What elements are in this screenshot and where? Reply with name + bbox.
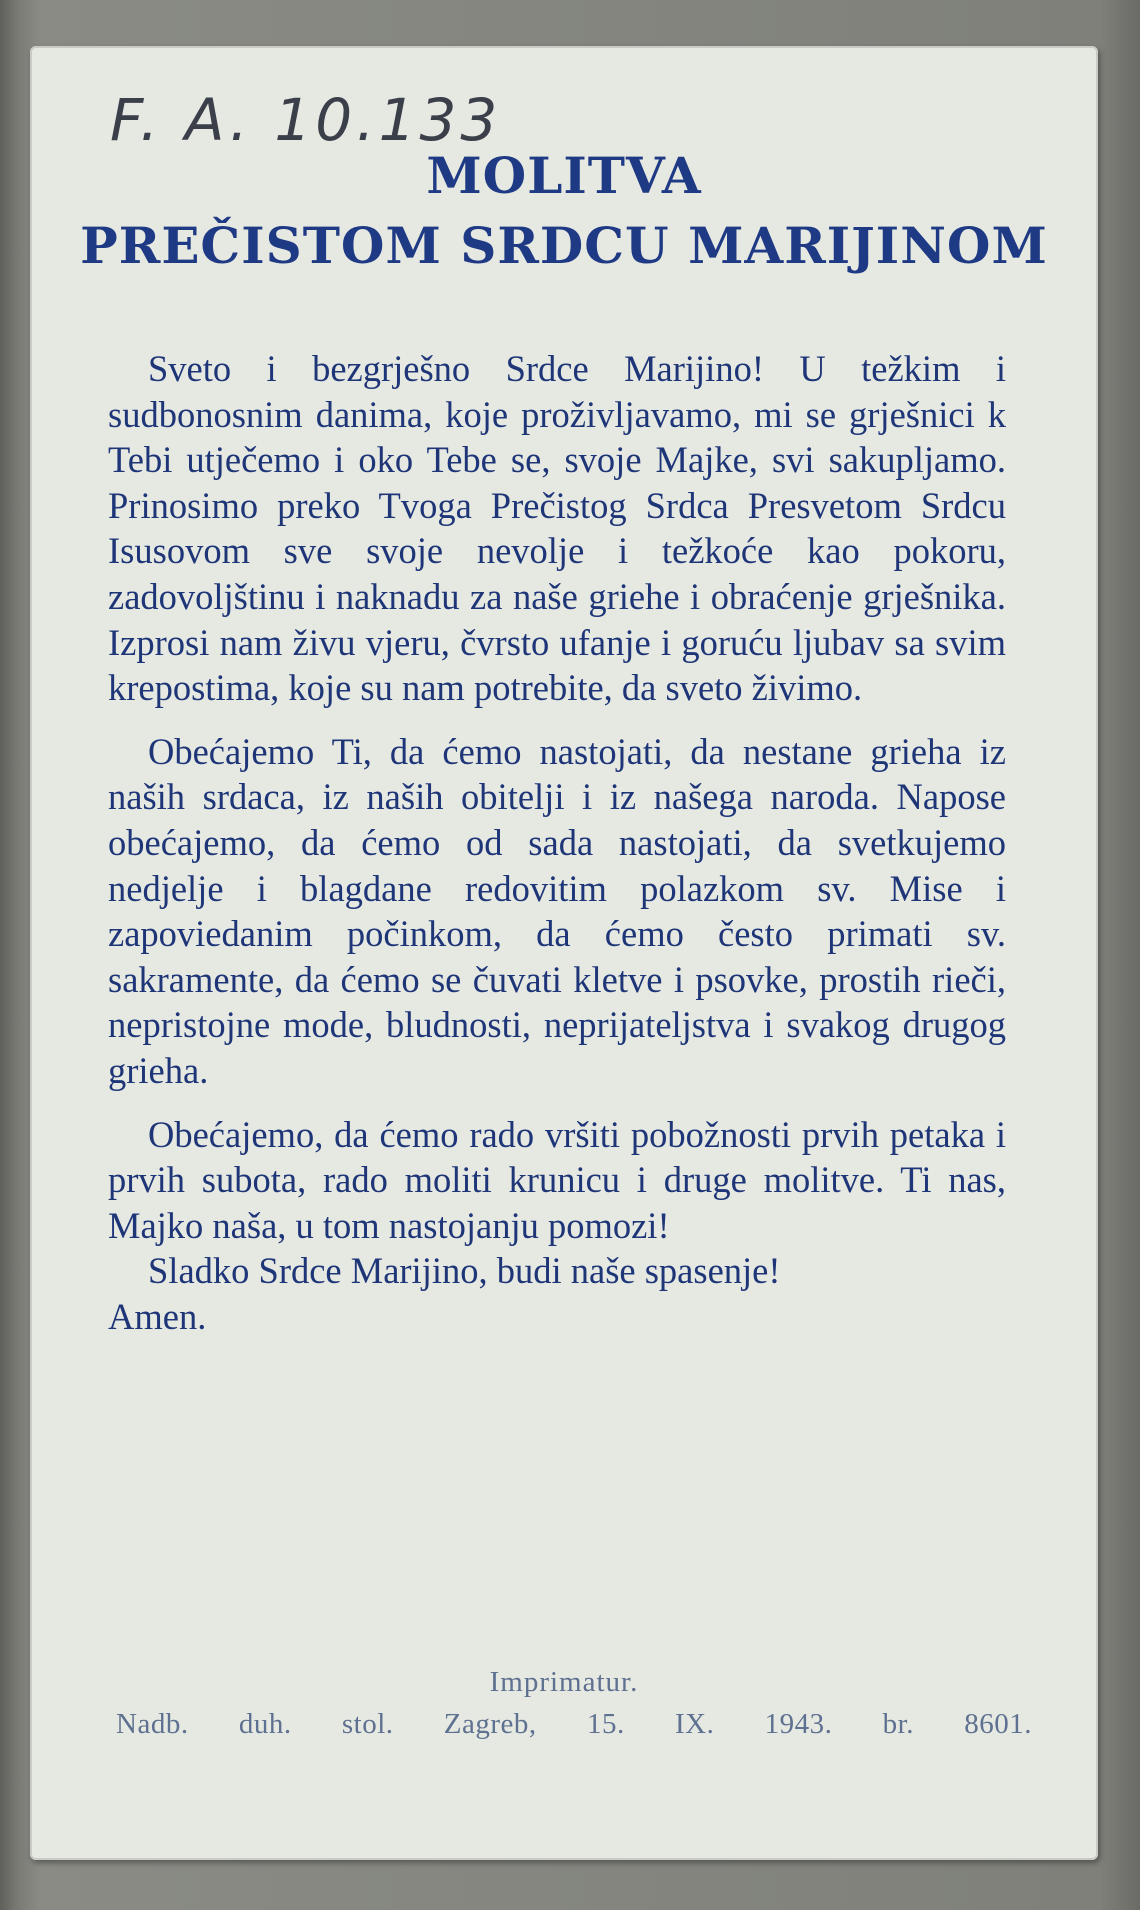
title-line-1: MOLITVA xyxy=(426,146,702,205)
paragraph-2: Obećajemo Ti, da ćemo nastojati, da nestane grieha iz naših srdaca, iz naših obitelji i iz našega naroda. Napose obećajemo, da ćemo od sada nastojati, da svetkujemo nedjelje i blagdane redovitim polazkom sv. Mise i zapoviedanim počinkom, da ćemo često primati sv. sakramente, da ćemo se čuvati kletve i psovke, prostih rieči, nepristojne mode, bludnosti, neprijateljstva i svakog drugog grieha. xyxy=(108,730,1006,1091)
amen-line: Amen. xyxy=(108,1295,207,1337)
imprimatur-details: Nadb. duh. stol. Zagreb, 15. IX. 1943. br. 8601. xyxy=(116,1708,1032,1740)
paragraph-3: Obećajemo, da ćemo rado vršiti pobožnosti prvih petaka i prvih subota, rado moliti krunicu i druge molitve. Ti nas, Majko naša, u tom nastojanju pomozi! xyxy=(108,1113,1006,1246)
handwritten-note: F. A. 10.133 xyxy=(110,86,502,154)
prayer-body xyxy=(108,346,1006,1339)
closing-line: Sladko Srdce Marijino, budi naše spasenje! xyxy=(148,1250,781,1292)
imprimatur-label: Imprimatur. xyxy=(489,1666,639,1698)
paragraph-1: Sveto i bezgrješno Srdce Marijino! U težkim i sudbonosnim danima, koje proživljavamo, mi se grješnici k Tebi utječemo i oko Tebe se, svoje Majke, svi sakupljamo. Prinosimo preko Tvoga Prečistog Srdca Presvetom Srdcu Isusovom sve svoje nevolje i težkoće kao pokoru, zadovoljštinu i naknadu za naše griehe i obraćenje grješnika. Izprosi nam živu vjeru, čvrsto ufanje i goruću ljubav sa svim krepostima, koje su nam potrebite, da sveto živimo. xyxy=(108,348,1006,709)
title-line-2: PREČISTOM SRDCU MARIJINOM xyxy=(80,216,1048,275)
prayer-card xyxy=(30,46,1098,1860)
